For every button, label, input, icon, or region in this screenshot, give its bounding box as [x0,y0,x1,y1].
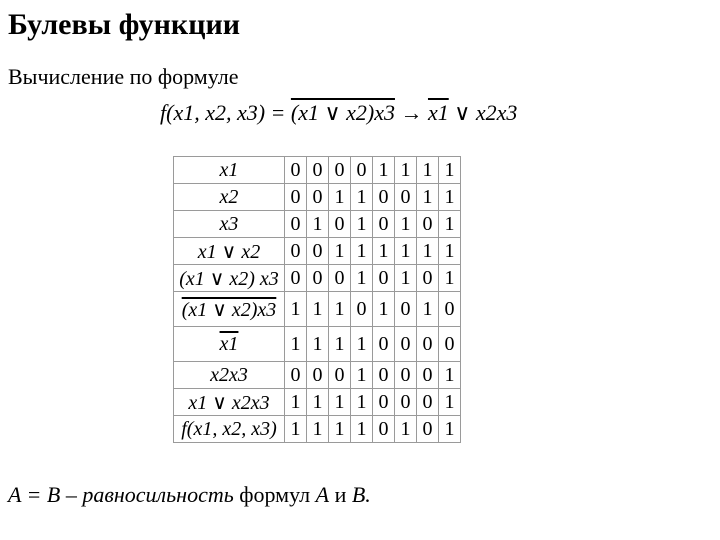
table-cell: 0 [329,157,351,184]
table-cell: 0 [395,292,417,327]
table-cell: 1 [285,327,307,362]
formula-tail: ∨ x2x3 [454,100,518,125]
table-cell: 1 [395,265,417,292]
table-cell: 0 [373,211,395,238]
table-cell: 1 [307,327,329,362]
table-cell: 1 [285,389,307,416]
table-cell: 1 [395,157,417,184]
formula-arrow: → [400,100,423,125]
table-cell: 0 [307,362,329,389]
footer-a: A [315,482,330,507]
table-cell: 1 [417,292,439,327]
footer-b: B. [351,482,371,507]
table-cell: 1 [439,362,461,389]
table-cell: 0 [329,265,351,292]
row-label: x1 [174,157,285,184]
truth-table [173,156,461,443]
table-cell: 1 [373,238,395,265]
footer-conj: и [334,482,347,507]
row-label: f(x1, x2, x3) [174,416,285,443]
table-cell: 1 [351,327,373,362]
table-cell: 0 [417,389,439,416]
formula-negated-term: (x1 ∨ x2)x3 [290,100,395,125]
table-cell: 0 [395,327,417,362]
table-cell: 0 [307,184,329,211]
table-cell: 0 [417,416,439,443]
table-cell: 0 [439,327,461,362]
row-label: (x1 ∨ x2) x3 [174,265,285,292]
table-cell: 0 [285,265,307,292]
footer-lhs: A = B – [8,482,77,507]
table-cell: 1 [351,389,373,416]
row-label: x2x3 [174,362,285,389]
table-cell: 1 [285,292,307,327]
table-row [174,362,461,389]
table-row [174,416,461,443]
row-label: (x1 ∨ x2)x3 [174,292,285,327]
table-cell: 1 [329,292,351,327]
table-cell: 1 [329,238,351,265]
formula [160,100,517,126]
table-cell: 0 [373,416,395,443]
table-cell: 1 [373,292,395,327]
table-cell: 0 [395,389,417,416]
table-cell: 0 [417,211,439,238]
formula-negated-x1: x1 [427,100,449,125]
table-cell: 1 [351,265,373,292]
table-row [174,265,461,292]
table-row [174,327,461,362]
table-cell: 0 [373,327,395,362]
table-cell: 1 [439,389,461,416]
table-row [174,157,461,184]
table-cell: 1 [395,238,417,265]
table-cell: 1 [351,184,373,211]
table-cell: 0 [329,362,351,389]
table-cell: 1 [439,157,461,184]
table-cell: 1 [329,184,351,211]
table-cell: 0 [307,265,329,292]
footer-term: равносильность [82,482,234,507]
table-cell: 0 [285,184,307,211]
table-cell: 1 [329,327,351,362]
table-cell: 1 [395,416,417,443]
table-cell: 1 [351,211,373,238]
footer-text: формул [239,482,311,507]
table-cell: 0 [307,157,329,184]
table-cell: 0 [351,157,373,184]
table-cell: 1 [307,389,329,416]
table-cell: 0 [285,211,307,238]
table-cell: 1 [351,238,373,265]
table-cell: 0 [351,292,373,327]
footer-definition [8,482,371,508]
row-label: x1 [174,327,285,362]
table-row [174,211,461,238]
table-cell: 0 [439,292,461,327]
table-cell: 1 [417,238,439,265]
table-cell: 1 [439,416,461,443]
table-cell: 0 [395,184,417,211]
table-cell: 1 [351,362,373,389]
table-cell: 0 [417,362,439,389]
table-cell: 0 [285,362,307,389]
table-cell: 0 [373,362,395,389]
table-cell: 0 [285,238,307,265]
table-cell: 0 [373,389,395,416]
table-cell: 1 [351,416,373,443]
table-cell: 1 [439,211,461,238]
row-label: x2 [174,184,285,211]
page-title: Булевы функции [8,8,241,41]
table-cell: 0 [329,211,351,238]
table-cell: 1 [439,184,461,211]
table-cell: 0 [373,265,395,292]
table-cell: 1 [307,416,329,443]
table-cell: 0 [285,157,307,184]
table-cell: 1 [373,157,395,184]
table-row [174,184,461,211]
table-cell: 1 [439,238,461,265]
table-cell: 1 [395,211,417,238]
table-cell: 0 [417,265,439,292]
table-cell: 1 [329,389,351,416]
table-cell: 1 [417,184,439,211]
table-cell: 1 [439,265,461,292]
table-cell: 0 [373,184,395,211]
table-cell: 1 [307,211,329,238]
table-cell: 0 [395,362,417,389]
table-cell: 1 [307,292,329,327]
table-row [174,292,461,327]
table-row [174,238,461,265]
table-cell: 1 [329,416,351,443]
table-cell: 1 [285,416,307,443]
table-cell: 0 [417,327,439,362]
table-row [174,389,461,416]
row-label: x1 ∨ x2 [174,238,285,265]
row-label: x3 [174,211,285,238]
formula-lhs: f(x1, x2, x3) = [160,100,286,125]
subtitle: Вычисление по формуле [8,64,239,89]
table-cell: 1 [417,157,439,184]
row-label: x1 ∨ x2x3 [174,389,285,416]
table-cell: 0 [307,238,329,265]
